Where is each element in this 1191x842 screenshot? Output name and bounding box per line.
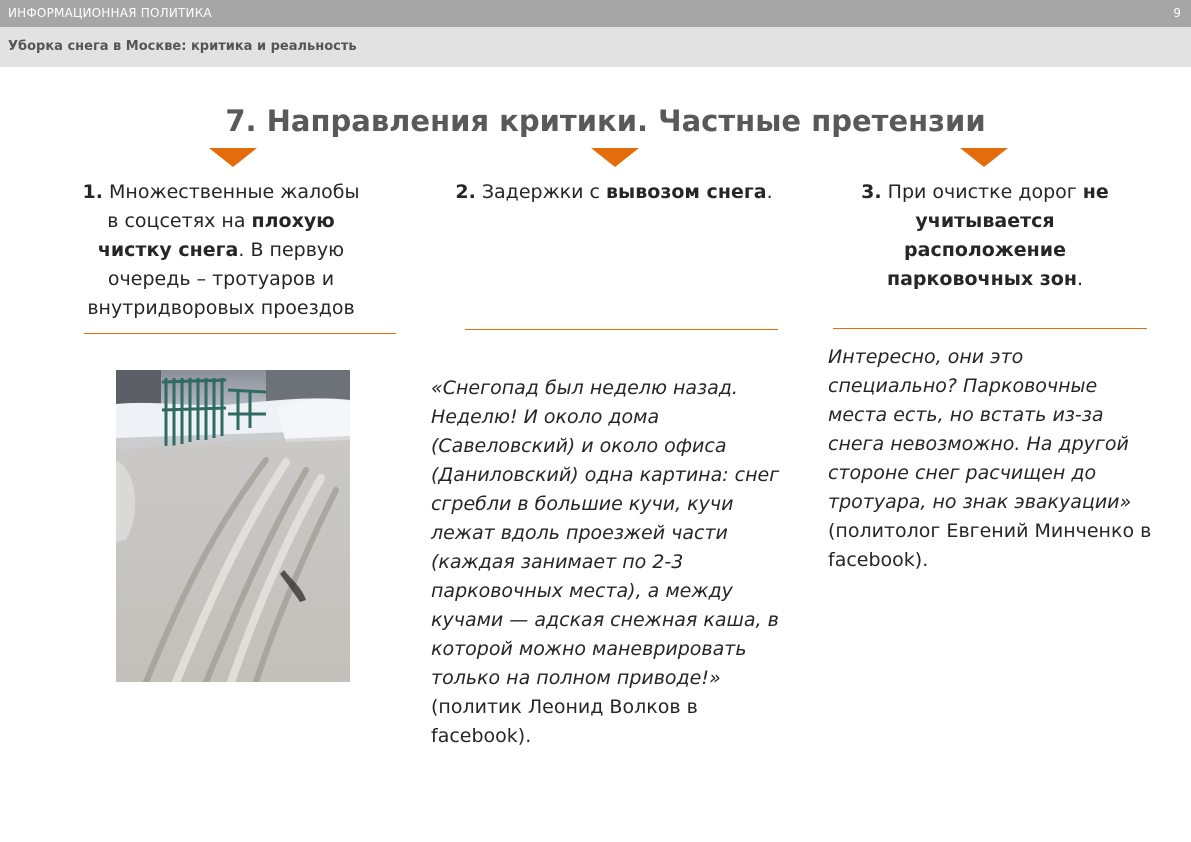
- column-2-text-a: Задержки с: [475, 181, 607, 203]
- presentation-subtitle: Уборка снега в Москве: критика и реальность: [8, 39, 357, 54]
- column-2-number: 2.: [455, 181, 476, 203]
- column-2-divider: [465, 329, 778, 330]
- quote-minchenko: [828, 343, 1158, 575]
- column-1-text-b: . В первую очередь – тротуаров и внутридворовых проездов: [87, 239, 355, 319]
- arrow-down-icon: [591, 148, 639, 167]
- snowy-courtyard-photo: [116, 370, 350, 682]
- column-2-bold: вывозом снега: [606, 181, 767, 203]
- quote-minchenko-attribution: (политолог Евгений Минченко в facebook).: [828, 520, 1152, 571]
- column-1-heading: [78, 178, 364, 323]
- column-3-text-b: .: [1076, 268, 1084, 290]
- column-1-bold: плохую чистку снега: [97, 210, 335, 261]
- column-3-text-a: При очистке дорог: [881, 181, 1083, 203]
- quote-volkov-text: «Снегопад был неделю назад. Неделю! И около дома (Савеловский) и около офиса (Даниловский) одна картина: снег сгребли в большие кучи, кучи лежат вдоль проезжей части (каждая занимает по 2-3 парковочных места), а между кучами — адская снежная каша, в которой можно маневрировать только на полном приводе!»: [431, 377, 780, 689]
- slide-title: 7. Направления критики. Частные претензии: [225, 104, 986, 138]
- page-number: 9: [1173, 6, 1181, 20]
- column-2-heading: [452, 178, 776, 207]
- snowy-courtyard-photo-icon: [116, 370, 350, 682]
- top-bar: [0, 0, 1191, 27]
- arrow-down-icon: [209, 148, 257, 167]
- quote-volkov-attribution: (политик Леонид Волков в facebook).: [431, 696, 698, 747]
- column-1-number: 1.: [82, 181, 103, 203]
- quote-volkov: [431, 374, 797, 751]
- column-3-number: 3.: [861, 181, 882, 203]
- section-label: ИНФОРМАЦИОННАЯ ПОЛИТИКА: [8, 6, 212, 20]
- arrow-down-icon: [960, 148, 1008, 167]
- column-2-text-b: .: [766, 181, 773, 203]
- column-1-divider: [84, 333, 396, 334]
- column-3-divider: [833, 328, 1147, 329]
- column-3-heading: [832, 178, 1138, 294]
- column-1-text-a: Множественные жалобы в соцсетях на: [102, 181, 360, 232]
- column-3-bold: не учитывается расположение парковочных зон: [886, 181, 1109, 290]
- subtitle-bar: [0, 27, 1191, 67]
- quote-minchenko-text: Интересно, они это специально? Парковочные места есть, но встать из-за снега невозможно. На другой стороне снег расчищен до тротуара, но знак эвакуации»: [828, 346, 1132, 513]
